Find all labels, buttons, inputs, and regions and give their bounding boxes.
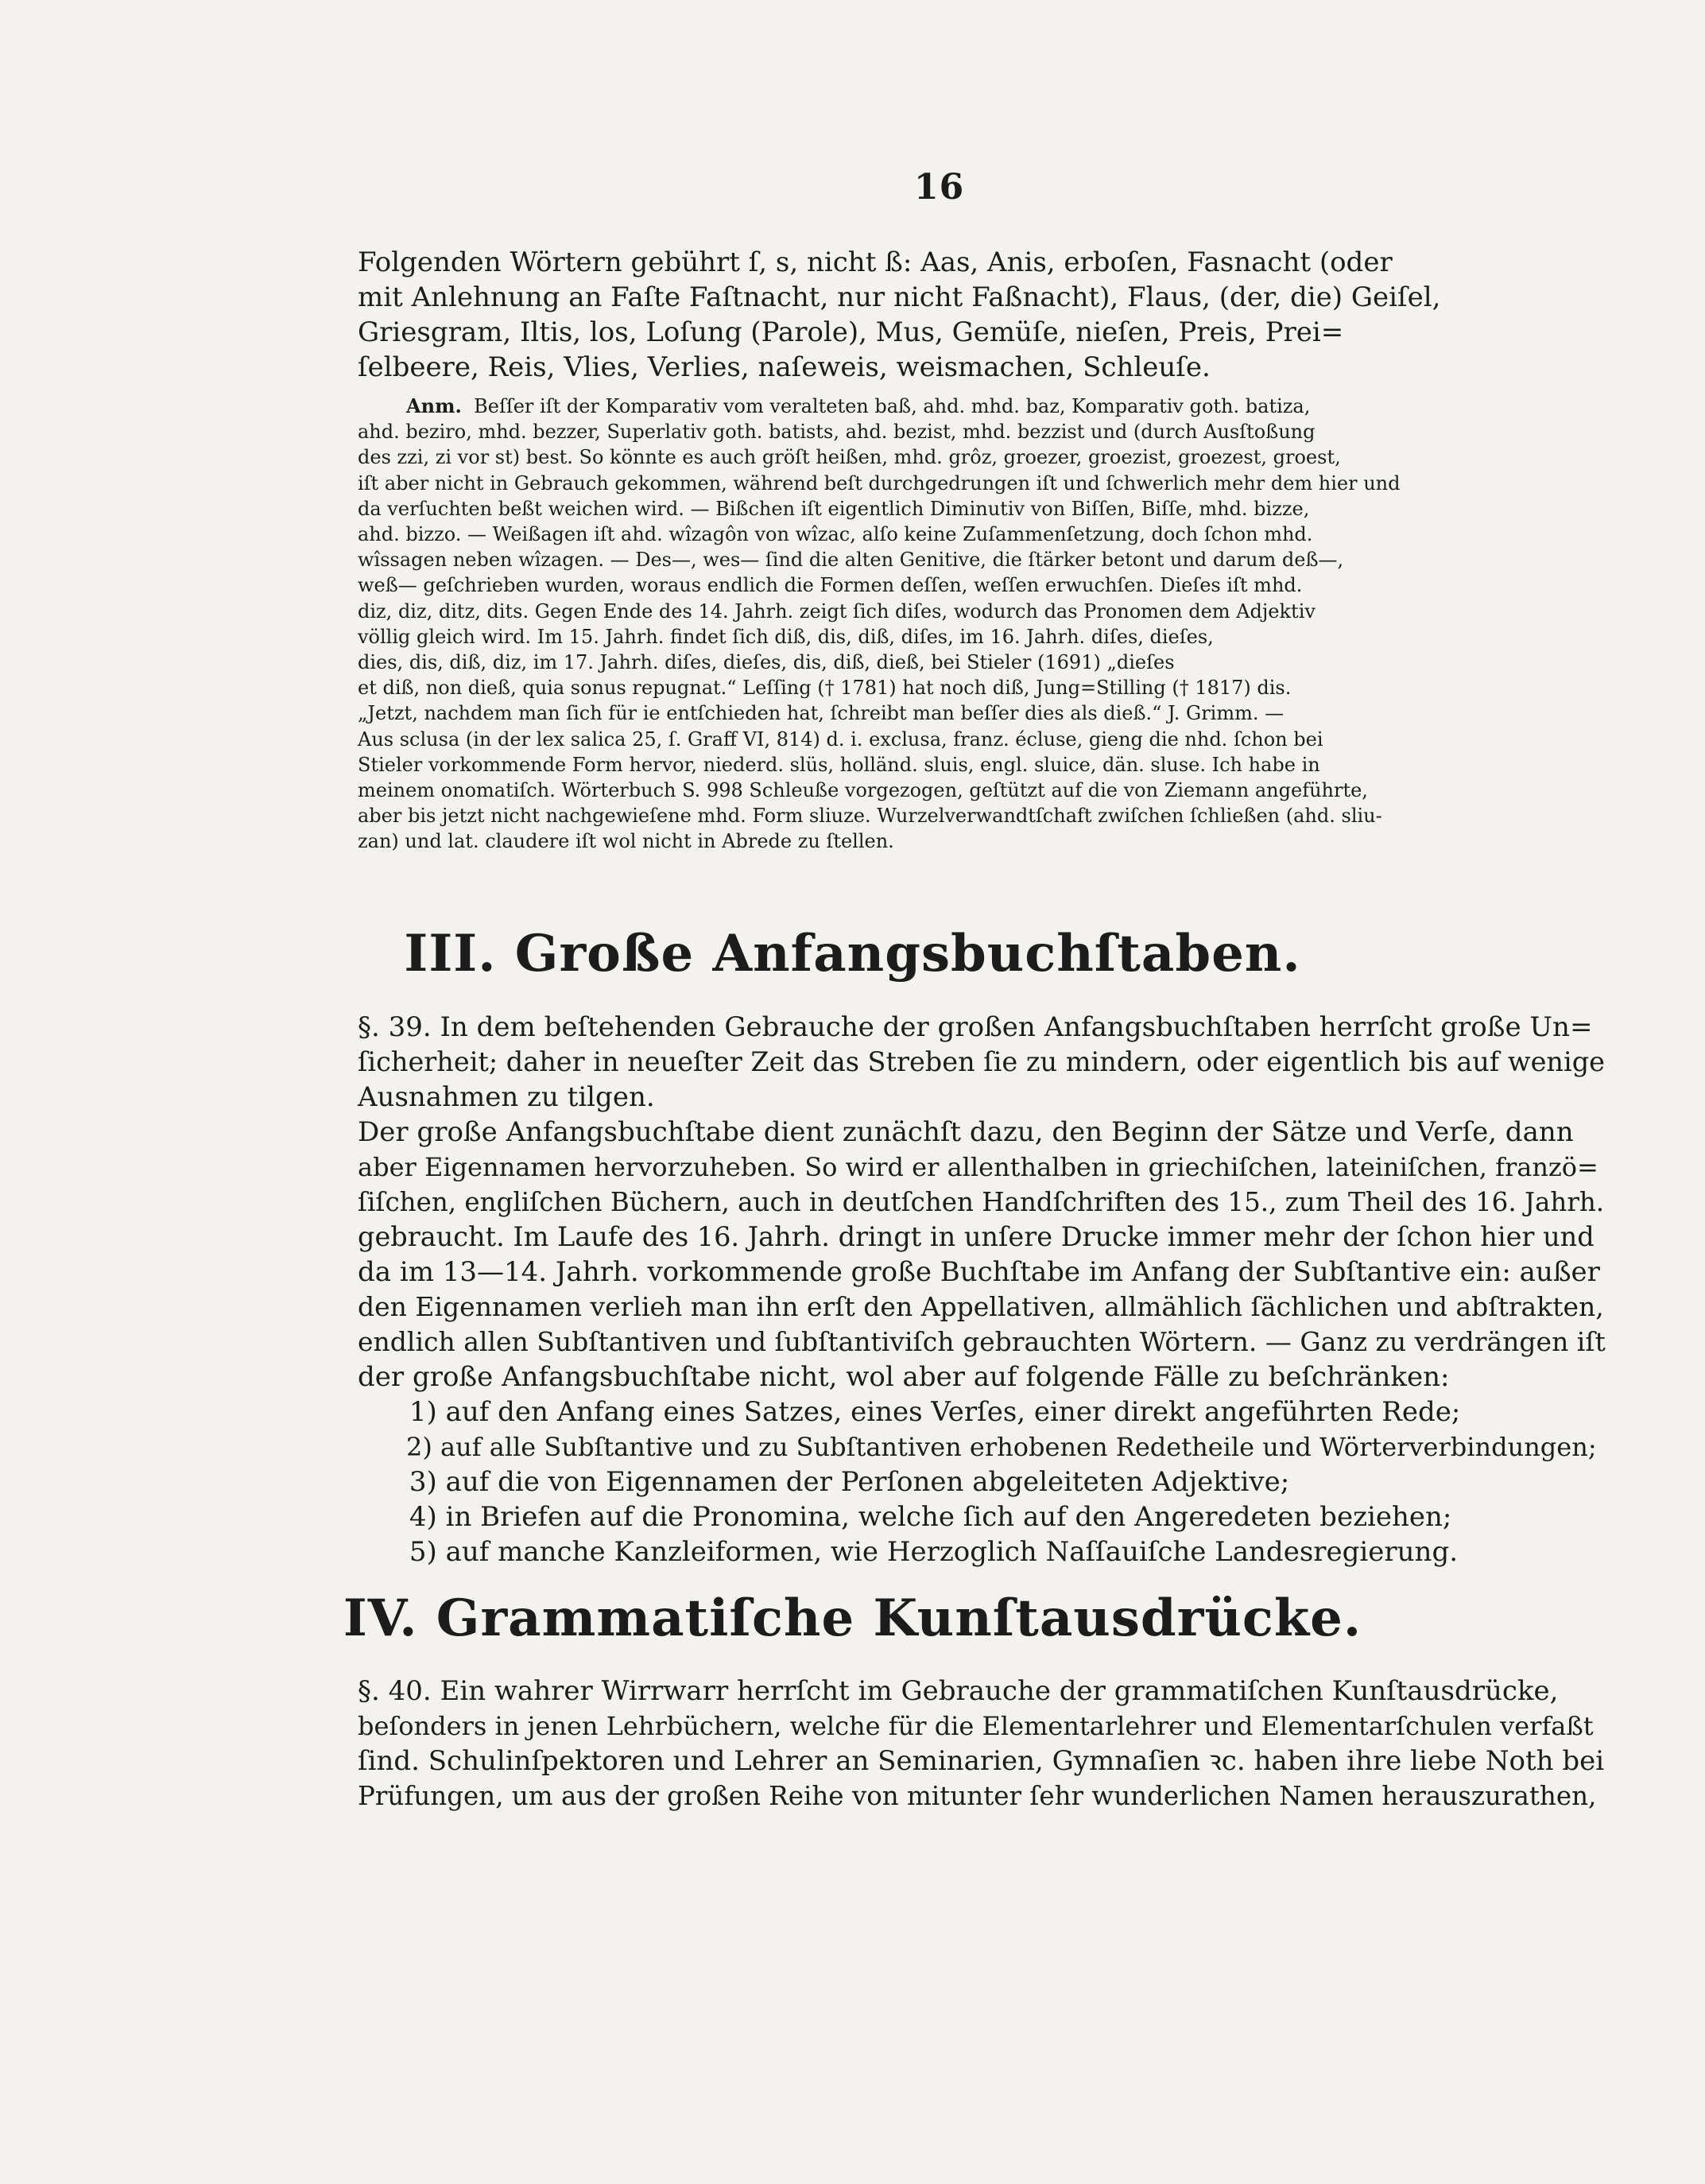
- list-item-text: 5) auf manche Kanzleiformen, wie Herzoglich Naſſauiſche Landesregierung.: [409, 1536, 1459, 1568]
- paragraph-39: [358, 1010, 1606, 1569]
- text-line: aber Eigennamen hervorzuheben. So wird er allenthalben in griechiſchen, lateiniſchen, franzö=: [358, 1152, 1598, 1182]
- text-line: ſicherheit; daher in neueſter Zeit das Streben ſie zu mindern, oder eigentlich bis auf wenige: [358, 1046, 1605, 1077]
- annotation-label: Anm.: [406, 394, 462, 417]
- annotation-line: Aus sclusa (in der lex salica 25, ſ. Graff VI, 814) d. i. exclusa, franz. écluse, gieng die nhd. ſchon bei: [358, 727, 1323, 751]
- annotation-line: Stieler vorkommende Form hervor, niederd. slüs, holländ. sluis, engl. sluice, dän. sluse. Ich habe in: [358, 753, 1320, 776]
- list-item: [358, 1499, 1606, 1534]
- page-number: 16: [914, 167, 965, 208]
- annotation-line: dies, dis, diß, diz, im 17. Jahrh. diſes, dieſes, dis, diß, dieß, bei Stieler (1691) „dieſes: [358, 651, 1175, 674]
- annotation-line: zan) und lat. claudere iſt wol nicht in Abrede zu ſtellen.: [358, 830, 894, 853]
- text-line: endlich allen Subſtantiven und ſubſtantiviſch gebrauchten Wörtern. — Ganz zu verdrängen iſt: [358, 1326, 1606, 1357]
- annotation-line: da verſuchten beßt weichen wird. — Bißchen iſt eigentlich Diminutiv von Biſſen, Biſſe, mhd. bizze,: [358, 497, 1310, 520]
- rules-list: [358, 1395, 1606, 1569]
- text-line: §. 40. Ein wahrer Wirrwarr herrſcht im Gebrauche der grammatiſchen Kunſtausdrücke,: [358, 1675, 1559, 1707]
- annotation-line: et diß, non dieß, quia sonus repugnat.“ Leſſing († 1781) hat noch diß, Jung=Stilling († 1817) dis.: [358, 677, 1292, 700]
- text-line: der große Anfangsbuchſtabe nicht, wol aber auf folgende Fälle zu beſchränken:: [358, 1361, 1450, 1393]
- annotation-line: diz, diz, ditz, dits. Gegen Ende des 14. Jahrh. zeigt ſich diſes, wodurch das Pronomen dem Adjektiv: [358, 599, 1316, 623]
- text-line: beſonders in jenen Lehrbüchern, welche für die Elementarlehrer und Elementarſchulen verfaßt: [358, 1711, 1594, 1741]
- text-line: da im 13—14. Jahrh. vorkommende große Buchſtabe im Anfang der Subſtantive ein: außer: [358, 1256, 1600, 1288]
- annotation-note: [358, 394, 1606, 855]
- annotation-line: aber bis jetzt nicht nachgewieſene mhd. Form sliuze. Wurzelverwandtſchaft zwiſchen ſchließen (ahd. sliu-: [358, 805, 1382, 828]
- annotation-line: des zzi, zi vor st) best. So könnte es auch gröſt heißen, mhd. grôz, groezer, groezist, groezest, groest,: [358, 446, 1341, 469]
- annotation-line: iſt aber nicht in Gebrauch gekommen, während beſt durchgedrungen iſt und ſchwerlich mehr dem hier und: [358, 471, 1401, 495]
- list-item: [358, 1395, 1606, 1429]
- list-item: [358, 1429, 1606, 1464]
- annotation-line: wîssagen neben wîzagen. — Des—, wes— ſind die alten Genitive, die ſtärker betont und darum deß—,: [358, 549, 1344, 572]
- text-line: ſind. Schulinſpektoren und Lehrer an Seminarien, Gymnaſien ꝛc. haben ihre liebe Noth bei: [358, 1745, 1605, 1777]
- list-item-text: 1) auf den Anfang eines Satzes, eines Verſes, einer direkt angeführten Rede;: [409, 1396, 1461, 1428]
- intro-paragraph: [358, 245, 1606, 385]
- text-line: gebraucht. Im Laufe des 16. Jahrh. dringt in unſere Drucke immer mehr der ſchon hier und: [358, 1221, 1595, 1252]
- list-item-text: 4) in Briefen auf die Pronomina, welche ſich auf den Angeredeten beziehen;: [409, 1501, 1452, 1533]
- text-line: ſelbeere, Reis, Vlies, Verlies, naſeweis, weismachen, Schleuſe.: [358, 351, 1211, 383]
- text-line: Der große Anfangsbuchſtabe dient zunächſt dazu, den Beginn der Sätze und Verſe, dann: [358, 1116, 1574, 1148]
- text-line: Prüfungen, um aus der großen Reihe von mitunter ſehr wunderlichen Namen herauszurathen,: [358, 1781, 1597, 1811]
- annotation-line: weß— geſchrieben wurden, woraus endlich die Formen deſſen, weſſen erwuchſen. Dieſes iſt mhd.: [358, 574, 1303, 597]
- list-item-text: 2) auf alle Subſtantive und zu Subſtantiven erhobenen Redetheile und Wörterverbindungen;: [406, 1432, 1597, 1462]
- text-line: ſiſchen, engliſchen Büchern, auch in deutſchen Handſchriften des 15., zum Theil des 16. Jahrh.: [358, 1187, 1605, 1217]
- list-item-text: 3) auf die von Eigennamen der Perſonen abgeleiteten Adjektive;: [409, 1466, 1290, 1498]
- text-line: den Eigennamen verlieh man ihn erſt den Appellativen, allmählich ſächlichen und abſtrakten,: [358, 1291, 1604, 1322]
- paragraph-40: [358, 1674, 1606, 1814]
- text-line: §. 39. In dem beſtehenden Gebrauche der großen Anfangsbuchſtaben herrſcht große Un=: [358, 1011, 1593, 1043]
- list-item: [358, 1534, 1606, 1569]
- text-line: Griesgram, Iltis, los, Loſung (Parole), Mus, Gemüſe, nieſen, Preis, Prei=: [358, 316, 1344, 348]
- text-line: mit Anlehnung an Faſte Faſtnacht, nur nicht Faßnacht), Flaus, (der, die) Geiſel,: [358, 281, 1441, 313]
- text-line: Ausnahmen zu tilgen.: [358, 1081, 655, 1113]
- text-line: Folgenden Wörtern gebührt ſ, s, nicht ß: Aas, Anis, erboſen, Fasnacht (oder: [358, 246, 1393, 278]
- annotation-line: völlig gleich wird. Im 15. Jahrh. findet ſich diß, dis, diß, diſes, im 16. Jahrh. diſes, dieſes,: [358, 625, 1214, 648]
- annotation-line: „Jetzt, nachdem man ſich für ie entſchieden hat, ſchreibt man beſſer dies als dieß.“ J. Grimm. —: [358, 702, 1285, 725]
- annotation-text: Beſſer iſt der Komparativ vom veralteten baß, ahd. mhd. baz, Komparativ goth. batiza,: [474, 395, 1311, 417]
- annotation-first-line: [358, 394, 1606, 419]
- annotation-line: ahd. bizzo. — Weißagen iſt ahd. wîzagôn von wîzac, alſo keine Zuſammenſetzung, doch ſchon mhd.: [358, 523, 1313, 546]
- annotation-line: ahd. beziro, mhd. bezzer, Superlativ goth. batists, ahd. bezist, mhd. bezzist und (durch Ausſtoßung: [358, 421, 1316, 444]
- section-heading-3: III. Große Anfangsbuchſtaben.: [404, 924, 1301, 983]
- list-item: [358, 1464, 1606, 1499]
- annotation-line: meinem onomatiſch. Wörterbuch S. 998 Schleuße vorgezogen, geſtützt auf die von Ziemann angeführte,: [358, 779, 1368, 802]
- section-heading-4: IV. Grammatiſche Kunſtausdrücke.: [343, 1589, 1362, 1648]
